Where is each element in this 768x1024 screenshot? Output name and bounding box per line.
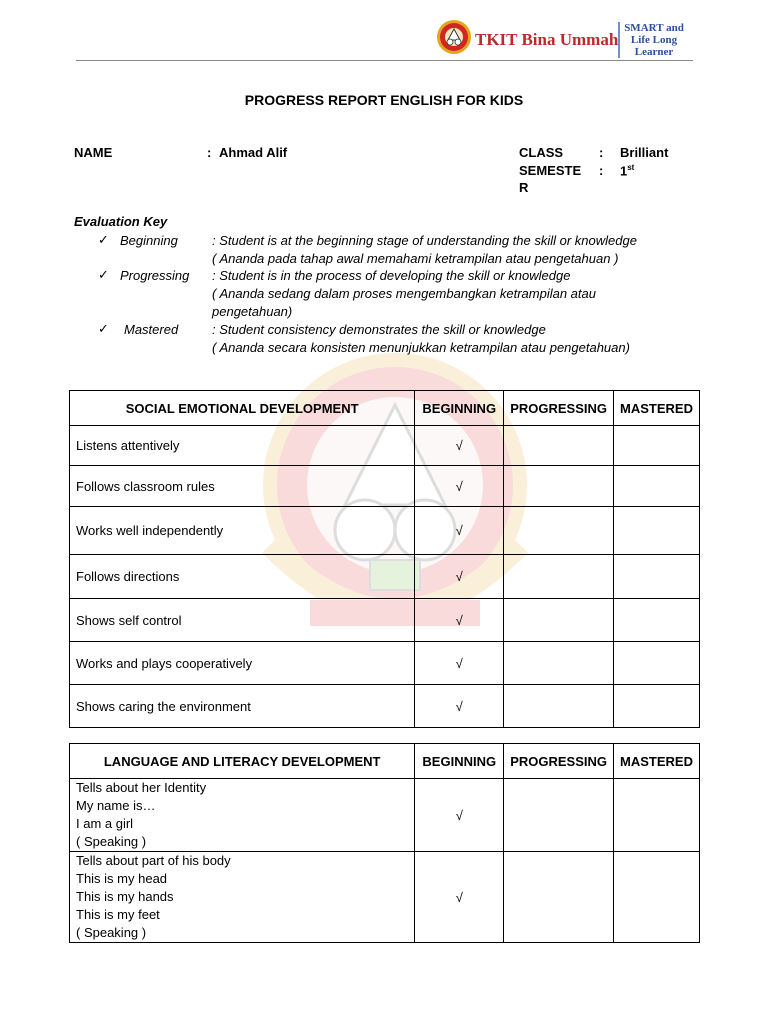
skill-label: Follows classroom rules bbox=[70, 466, 415, 507]
mastered-cell bbox=[613, 599, 699, 642]
table-header-row bbox=[70, 391, 700, 426]
key-desc-mastered: : Student consistency demonstrates the skill or knowledge bbox=[212, 322, 546, 337]
check-icon: ✓ bbox=[98, 321, 109, 336]
mastered-cell bbox=[613, 779, 699, 852]
table-row bbox=[70, 599, 700, 642]
table-row bbox=[70, 426, 700, 466]
mastered-cell bbox=[613, 852, 699, 943]
beginning-mark: √ bbox=[415, 599, 504, 642]
key-desc-beginning-id: ( Ananda pada tahap awal memahami ketrampilan atau pengetahuan ) bbox=[212, 251, 619, 266]
table-row bbox=[70, 685, 700, 728]
semester-value: 1st bbox=[620, 163, 635, 179]
semester-label-wrap: R bbox=[519, 180, 529, 195]
progressing-cell bbox=[504, 426, 614, 466]
name-label: NAME bbox=[74, 145, 113, 160]
table-row bbox=[70, 779, 700, 852]
beginning-mark: √ bbox=[415, 779, 504, 852]
mastered-cell bbox=[613, 426, 699, 466]
progressing-cell bbox=[504, 507, 614, 555]
header-rule bbox=[76, 60, 693, 61]
beginning-mark: √ bbox=[415, 426, 504, 466]
col-beginning: BEGINNING bbox=[415, 391, 504, 426]
progressing-cell bbox=[504, 685, 614, 728]
check-icon: ✓ bbox=[98, 267, 109, 282]
mastered-cell bbox=[613, 685, 699, 728]
check-icon: ✓ bbox=[98, 232, 109, 247]
table-header-row bbox=[70, 744, 700, 779]
class-label: CLASS bbox=[519, 145, 564, 160]
name-colon: : bbox=[207, 145, 212, 160]
col-progressing: PROGRESSING bbox=[504, 744, 614, 779]
key-label-mastered: Mastered bbox=[124, 322, 179, 337]
col-beginning: BEGINNING bbox=[415, 744, 504, 779]
mastered-cell bbox=[613, 555, 699, 599]
language-heading: LANGUAGE AND LITERACY DEVELOPMENT bbox=[70, 744, 415, 779]
col-progressing: PROGRESSING bbox=[504, 391, 614, 426]
social-emotional-table bbox=[69, 390, 700, 728]
mastered-cell bbox=[613, 507, 699, 555]
beginning-mark: √ bbox=[415, 642, 504, 685]
table-row bbox=[70, 466, 700, 507]
social-heading: SOCIAL EMOTIONAL DEVELOPMENT bbox=[70, 391, 415, 426]
key-desc-progressing-id-cont: pengetahuan) bbox=[212, 304, 293, 319]
beginning-mark: √ bbox=[415, 507, 504, 555]
mastered-cell bbox=[613, 642, 699, 685]
class-colon: : bbox=[599, 145, 604, 160]
progressing-cell bbox=[504, 555, 614, 599]
table-row bbox=[70, 507, 700, 555]
key-desc-progressing: : Student is in the process of developing the skill or knowledge bbox=[212, 268, 571, 283]
skill-label: Listens attentively bbox=[70, 426, 415, 466]
skill-label: Follows directions bbox=[70, 555, 415, 599]
key-desc-mastered-id: ( Ananda secara konsisten menunjukkan ketrampilan atau pengetahuan) bbox=[212, 340, 630, 355]
beginning-mark: √ bbox=[415, 852, 504, 943]
name-value: Ahmad Alif bbox=[219, 145, 288, 160]
semester-label: SEMESTE bbox=[519, 163, 582, 178]
progressing-cell bbox=[504, 466, 614, 507]
beginning-mark: √ bbox=[415, 685, 504, 728]
beginning-mark: √ bbox=[415, 555, 504, 599]
mastered-cell bbox=[613, 466, 699, 507]
school-logo bbox=[434, 18, 474, 56]
table-row bbox=[70, 642, 700, 685]
skill-label: Shows self control bbox=[70, 599, 415, 642]
progressing-cell bbox=[504, 852, 614, 943]
language-literacy-table bbox=[69, 743, 700, 943]
key-label-progressing: Progressing bbox=[120, 268, 190, 283]
key-desc-beginning: : Student is at the beginning stage of understanding the skill or knowledge bbox=[212, 233, 637, 248]
beginning-mark: √ bbox=[415, 466, 504, 507]
col-mastered: MASTERED bbox=[613, 391, 699, 426]
skill-label: Works well independently bbox=[70, 507, 415, 555]
progressing-cell bbox=[504, 779, 614, 852]
col-mastered: MASTERED bbox=[613, 744, 699, 779]
key-desc-progressing-id: ( Ananda sedang dalam proses mengembangkan ketrampilan atau bbox=[212, 286, 596, 301]
header-divider bbox=[618, 22, 620, 58]
skill-label: Tells about her Identity My name is… I am a girl ( Speaking ) bbox=[70, 779, 415, 852]
school-name: TKIT Bina Ummah bbox=[475, 30, 619, 49]
school-motto: SMART and Life Long Learner bbox=[624, 22, 684, 58]
table-row bbox=[70, 852, 700, 943]
class-value: Brilliant bbox=[620, 145, 669, 160]
progressing-cell bbox=[504, 642, 614, 685]
page-title: PROGRESS REPORT ENGLISH FOR KIDS bbox=[244, 92, 524, 108]
table-row bbox=[70, 555, 700, 599]
skill-label: Shows caring the environment bbox=[70, 685, 415, 728]
progressing-cell bbox=[504, 599, 614, 642]
evaluation-key-heading: Evaluation Key bbox=[74, 214, 168, 229]
key-label-beginning: Beginning bbox=[120, 233, 178, 248]
semester-colon: : bbox=[599, 163, 604, 178]
skill-label: Works and plays cooperatively bbox=[70, 642, 415, 685]
skill-label: Tells about part of his body This is my head This is my hands This is my feet ( Speaking ) bbox=[70, 852, 415, 943]
